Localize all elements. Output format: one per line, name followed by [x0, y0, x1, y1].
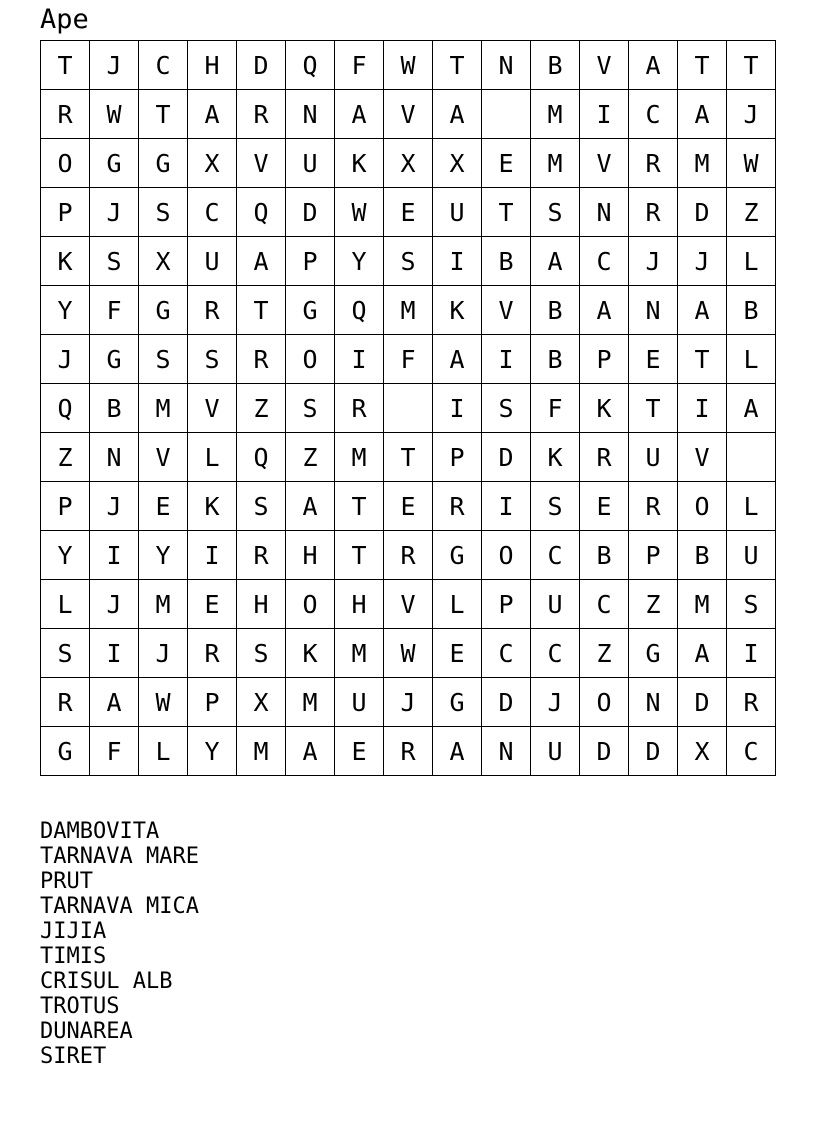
grid-cell[interactable]: N — [629, 678, 678, 727]
grid-cell[interactable]: S — [727, 580, 776, 629]
grid-cell[interactable]: E — [188, 580, 237, 629]
grid-cell[interactable]: Z — [629, 580, 678, 629]
grid-cell[interactable]: Y — [139, 531, 188, 580]
grid-cell[interactable]: U — [188, 237, 237, 286]
grid-cell[interactable]: J — [90, 188, 139, 237]
grid-cell[interactable]: O — [286, 335, 335, 384]
grid-row — [41, 678, 776, 727]
grid-cell[interactable]: D — [482, 678, 531, 727]
grid-cell[interactable]: K — [335, 139, 384, 188]
grid-row — [41, 41, 776, 90]
grid-cell[interactable]: S — [41, 629, 90, 678]
grid-cell[interactable]: D — [629, 727, 678, 776]
grid-cell[interactable]: K — [41, 237, 90, 286]
grid-cell[interactable]: J — [90, 41, 139, 90]
grid-cell[interactable]: A — [286, 482, 335, 531]
grid-cell[interactable]: A — [678, 629, 727, 678]
grid-cell[interactable]: Q — [41, 384, 90, 433]
grid-cell[interactable]: I — [90, 629, 139, 678]
grid-cell[interactable]: I — [727, 629, 776, 678]
grid-cell[interactable]: C — [580, 237, 629, 286]
grid-cell[interactable]: F — [90, 727, 139, 776]
grid-cell[interactable]: L — [727, 237, 776, 286]
grid-cell[interactable]: A — [580, 286, 629, 335]
grid-cell[interactable]: T — [335, 531, 384, 580]
grid-cell[interactable]: G — [90, 139, 139, 188]
grid-cell[interactable]: V — [678, 433, 727, 482]
grid-cell[interactable]: C — [139, 41, 188, 90]
grid-cell[interactable]: T — [678, 41, 727, 90]
word-list — [40, 819, 199, 1069]
grid-cell[interactable]: P — [286, 237, 335, 286]
grid-cell[interactable]: U — [629, 433, 678, 482]
grid-cell[interactable]: M — [678, 139, 727, 188]
grid-cell[interactable]: M — [384, 286, 433, 335]
grid-cell[interactable]: O — [482, 531, 531, 580]
grid-cell[interactable]: N — [629, 286, 678, 335]
grid-cell[interactable]: O — [286, 580, 335, 629]
grid-cell[interactable]: G — [139, 139, 188, 188]
grid-cell[interactable]: Q — [286, 41, 335, 90]
grid-cell[interactable] — [482, 90, 531, 139]
grid-row — [41, 727, 776, 776]
grid-cell[interactable]: Y — [41, 531, 90, 580]
grid-cell[interactable]: A — [678, 90, 727, 139]
word-list-item: SIRET — [40, 1044, 107, 1069]
grid-cell[interactable]: E — [384, 482, 433, 531]
grid-cell[interactable]: Q — [237, 433, 286, 482]
grid-cell[interactable]: J — [531, 678, 580, 727]
grid-cell[interactable]: R — [629, 188, 678, 237]
grid-cell[interactable]: S — [237, 482, 286, 531]
grid-cell[interactable]: L — [433, 580, 482, 629]
grid-cell[interactable]: S — [237, 629, 286, 678]
grid-cell[interactable]: M — [237, 727, 286, 776]
grid-cell[interactable]: R — [335, 384, 384, 433]
grid-cell[interactable]: S — [188, 335, 237, 384]
grid-cell[interactable]: G — [629, 629, 678, 678]
grid-cell[interactable]: D — [580, 727, 629, 776]
letter-grid-body — [41, 41, 776, 776]
grid-cell[interactable]: G — [286, 286, 335, 335]
grid-cell[interactable]: C — [531, 531, 580, 580]
grid-cell[interactable]: U — [531, 580, 580, 629]
grid-cell[interactable]: C — [531, 629, 580, 678]
grid-cell[interactable]: S — [531, 188, 580, 237]
grid-cell[interactable]: R — [237, 90, 286, 139]
grid-cell[interactable]: O — [678, 482, 727, 531]
grid-cell[interactable]: L — [188, 433, 237, 482]
grid-cell[interactable]: T — [41, 41, 90, 90]
grid-cell[interactable]: T — [727, 41, 776, 90]
grid-cell[interactable]: J — [41, 335, 90, 384]
grid-cell[interactable]: X — [139, 237, 188, 286]
grid-cell[interactable]: B — [531, 41, 580, 90]
grid-row — [41, 580, 776, 629]
grid-row — [41, 188, 776, 237]
grid-cell[interactable]: I — [482, 482, 531, 531]
grid-cell[interactable]: T — [335, 482, 384, 531]
grid-cell[interactable]: T — [678, 335, 727, 384]
word-list-item: DUNAREA — [40, 1019, 133, 1044]
grid-cell[interactable]: R — [41, 678, 90, 727]
grid-cell[interactable]: A — [433, 335, 482, 384]
grid-cell[interactable]: D — [482, 433, 531, 482]
grid-cell[interactable]: U — [286, 139, 335, 188]
grid-cell[interactable]: K — [433, 286, 482, 335]
grid-cell[interactable]: K — [286, 629, 335, 678]
grid-cell[interactable]: P — [580, 335, 629, 384]
grid-cell[interactable]: A — [531, 237, 580, 286]
grid-cell[interactable]: N — [580, 188, 629, 237]
grid-row — [41, 384, 776, 433]
grid-cell[interactable]: S — [384, 237, 433, 286]
grid-cell[interactable]: X — [237, 678, 286, 727]
grid-cell[interactable]: G — [433, 678, 482, 727]
grid-cell[interactable]: A — [678, 286, 727, 335]
grid-cell[interactable]: R — [629, 482, 678, 531]
grid-cell[interactable]: Z — [237, 384, 286, 433]
grid-cell[interactable]: R — [629, 139, 678, 188]
grid-cell[interactable]: I — [90, 531, 139, 580]
grid-cell[interactable]: B — [678, 531, 727, 580]
grid-cell[interactable]: J — [90, 580, 139, 629]
grid-cell[interactable]: H — [237, 580, 286, 629]
grid-cell[interactable]: A — [286, 727, 335, 776]
grid-cell[interactable]: S — [482, 384, 531, 433]
grid-cell[interactable]: P — [433, 433, 482, 482]
grid-cell[interactable]: I — [433, 384, 482, 433]
grid-cell[interactable]: I — [335, 335, 384, 384]
grid-cell[interactable]: E — [482, 139, 531, 188]
grid-cell[interactable]: M — [335, 433, 384, 482]
grid-cell[interactable]: V — [580, 41, 629, 90]
grid-cell[interactable]: F — [335, 41, 384, 90]
grid-cell[interactable]: G — [90, 335, 139, 384]
grid-cell[interactable]: T — [237, 286, 286, 335]
grid-cell[interactable]: M — [678, 580, 727, 629]
grid-cell[interactable]: U — [531, 727, 580, 776]
grid-cell[interactable]: U — [335, 678, 384, 727]
grid-cell[interactable]: K — [580, 384, 629, 433]
grid-cell[interactable]: A — [237, 237, 286, 286]
grid-cell[interactable]: O — [41, 139, 90, 188]
grid-row — [41, 90, 776, 139]
grid-cell[interactable]: N — [286, 90, 335, 139]
grid-cell[interactable]: N — [90, 433, 139, 482]
grid-cell[interactable]: V — [482, 286, 531, 335]
grid-cell[interactable]: Z — [286, 433, 335, 482]
grid-cell[interactable]: S — [90, 237, 139, 286]
grid-cell[interactable]: P — [41, 482, 90, 531]
grid-cell[interactable]: C — [580, 580, 629, 629]
grid-cell[interactable]: L — [727, 335, 776, 384]
grid-cell[interactable]: D — [678, 188, 727, 237]
grid-cell[interactable]: G — [139, 286, 188, 335]
grid-cell[interactable]: I — [678, 384, 727, 433]
grid-cell[interactable]: W — [384, 41, 433, 90]
grid-cell[interactable]: N — [482, 41, 531, 90]
grid-cell[interactable]: S — [531, 482, 580, 531]
grid-cell[interactable]: T — [482, 188, 531, 237]
grid-cell[interactable]: V — [188, 384, 237, 433]
grid-cell[interactable]: E — [629, 335, 678, 384]
grid-cell[interactable]: J — [384, 678, 433, 727]
grid-cell[interactable]: R — [384, 531, 433, 580]
grid-cell[interactable]: R — [188, 286, 237, 335]
grid-cell[interactable]: T — [433, 41, 482, 90]
grid-cell[interactable]: M — [286, 678, 335, 727]
grid-cell[interactable]: U — [727, 531, 776, 580]
grid-cell[interactable]: M — [531, 139, 580, 188]
grid-row — [41, 286, 776, 335]
grid-cell[interactable]: V — [237, 139, 286, 188]
grid-cell[interactable]: L — [139, 727, 188, 776]
grid-cell[interactable]: R — [237, 335, 286, 384]
grid-row — [41, 482, 776, 531]
grid-cell[interactable]: L — [727, 482, 776, 531]
grid-cell[interactable]: X — [678, 727, 727, 776]
letter-grid — [40, 40, 776, 776]
grid-cell[interactable]: H — [286, 531, 335, 580]
grid-cell[interactable]: D — [678, 678, 727, 727]
grid-cell[interactable]: V — [384, 90, 433, 139]
grid-cell[interactable]: A — [727, 384, 776, 433]
grid-cell[interactable]: Q — [237, 188, 286, 237]
grid-cell[interactable]: R — [433, 482, 482, 531]
grid-cell[interactable]: R — [41, 90, 90, 139]
grid-cell[interactable]: C — [629, 90, 678, 139]
grid-cell[interactable]: H — [335, 580, 384, 629]
grid-cell[interactable]: B — [482, 237, 531, 286]
word-list-item: CRISUL ALB — [40, 969, 173, 994]
grid-cell[interactable]: B — [727, 286, 776, 335]
grid-cell[interactable]: J — [90, 482, 139, 531]
grid-cell[interactable]: J — [727, 90, 776, 139]
grid-cell[interactable]: I — [482, 335, 531, 384]
grid-cell[interactable]: B — [580, 531, 629, 580]
grid-row — [41, 629, 776, 678]
grid-cell[interactable]: Z — [727, 188, 776, 237]
grid-cell[interactable]: R — [237, 531, 286, 580]
grid-cell[interactable]: M — [531, 90, 580, 139]
grid-cell[interactable]: O — [580, 678, 629, 727]
grid-cell[interactable]: W — [727, 139, 776, 188]
grid-cell[interactable]: H — [188, 41, 237, 90]
word-list-item: TROTUS — [40, 994, 120, 1019]
grid-cell[interactable]: S — [139, 335, 188, 384]
grid-cell[interactable] — [384, 384, 433, 433]
grid-cell[interactable]: Z — [41, 433, 90, 482]
grid-cell[interactable]: E — [384, 188, 433, 237]
grid-cell[interactable]: R — [384, 727, 433, 776]
grid-cell[interactable]: J — [678, 237, 727, 286]
grid-cell[interactable]: L — [41, 580, 90, 629]
grid-cell[interactable]: Z — [580, 629, 629, 678]
grid-cell[interactable]: A — [433, 727, 482, 776]
grid-cell[interactable]: R — [188, 629, 237, 678]
grid-cell[interactable]: M — [139, 384, 188, 433]
grid-cell[interactable] — [727, 433, 776, 482]
grid-cell[interactable]: E — [433, 629, 482, 678]
grid-cell[interactable]: V — [580, 139, 629, 188]
word-list-item: TIMIS — [40, 944, 107, 969]
grid-cell[interactable]: P — [41, 188, 90, 237]
puzzle-title: Ape — [40, 4, 89, 35]
grid-cell[interactable]: B — [90, 384, 139, 433]
grid-cell[interactable]: Y — [41, 286, 90, 335]
grid-cell[interactable]: Y — [335, 237, 384, 286]
grid-cell[interactable]: T — [384, 433, 433, 482]
grid-cell[interactable]: I — [188, 531, 237, 580]
grid-cell[interactable]: K — [531, 433, 580, 482]
grid-cell[interactable]: E — [580, 482, 629, 531]
grid-cell[interactable]: B — [531, 335, 580, 384]
grid-cell[interactable]: D — [286, 188, 335, 237]
grid-cell[interactable]: R — [580, 433, 629, 482]
grid-cell[interactable]: W — [335, 188, 384, 237]
grid-cell[interactable]: U — [433, 188, 482, 237]
grid-cell[interactable]: F — [384, 335, 433, 384]
grid-cell[interactable]: D — [237, 41, 286, 90]
grid-cell[interactable]: Y — [188, 727, 237, 776]
grid-cell[interactable]: R — [727, 678, 776, 727]
grid-cell[interactable]: A — [335, 90, 384, 139]
grid-cell[interactable]: X — [188, 139, 237, 188]
grid-cell[interactable]: A — [188, 90, 237, 139]
grid-cell[interactable]: C — [188, 188, 237, 237]
grid-cell[interactable]: T — [629, 384, 678, 433]
word-list-item: DAMBOVITA — [40, 819, 160, 844]
grid-cell[interactable]: M — [139, 580, 188, 629]
grid-cell[interactable]: E — [139, 482, 188, 531]
word-list-item: TARNAVA MICA — [40, 894, 199, 919]
grid-cell[interactable]: B — [531, 286, 580, 335]
grid-row — [41, 335, 776, 384]
grid-cell[interactable]: I — [580, 90, 629, 139]
grid-cell[interactable]: V — [384, 580, 433, 629]
grid-row — [41, 433, 776, 482]
grid-cell[interactable]: P — [188, 678, 237, 727]
grid-cell[interactable]: W — [139, 678, 188, 727]
grid-row — [41, 531, 776, 580]
grid-cell[interactable]: S — [286, 384, 335, 433]
grid-row — [41, 139, 776, 188]
grid-cell[interactable]: X — [433, 139, 482, 188]
grid-cell[interactable]: C — [482, 629, 531, 678]
grid-cell[interactable]: V — [139, 433, 188, 482]
grid-cell[interactable]: X — [384, 139, 433, 188]
grid-row — [41, 237, 776, 286]
grid-cell[interactable]: S — [139, 188, 188, 237]
grid-cell[interactable]: G — [433, 531, 482, 580]
grid-cell[interactable]: A — [90, 678, 139, 727]
word-list-item: TARNAVA MARE — [40, 844, 199, 869]
grid-cell[interactable]: W — [90, 90, 139, 139]
grid-cell[interactable]: C — [727, 727, 776, 776]
grid-cell[interactable]: E — [335, 727, 384, 776]
grid-cell[interactable]: P — [629, 531, 678, 580]
grid-cell[interactable]: J — [629, 237, 678, 286]
grid-cell[interactable]: J — [139, 629, 188, 678]
grid-cell[interactable]: N — [482, 727, 531, 776]
grid-cell[interactable]: A — [433, 90, 482, 139]
grid-cell[interactable]: Q — [335, 286, 384, 335]
grid-cell[interactable]: G — [41, 727, 90, 776]
word-list-item: JIJIA — [40, 919, 107, 944]
grid-cell[interactable]: T — [139, 90, 188, 139]
grid-cell[interactable]: M — [335, 629, 384, 678]
grid-cell[interactable]: W — [384, 629, 433, 678]
grid-cell[interactable]: F — [531, 384, 580, 433]
grid-cell[interactable]: A — [629, 41, 678, 90]
grid-cell[interactable]: P — [482, 580, 531, 629]
grid-cell[interactable]: K — [188, 482, 237, 531]
grid-cell[interactable]: I — [433, 237, 482, 286]
grid-cell[interactable]: F — [90, 286, 139, 335]
word-list-item: PRUT — [40, 869, 93, 894]
